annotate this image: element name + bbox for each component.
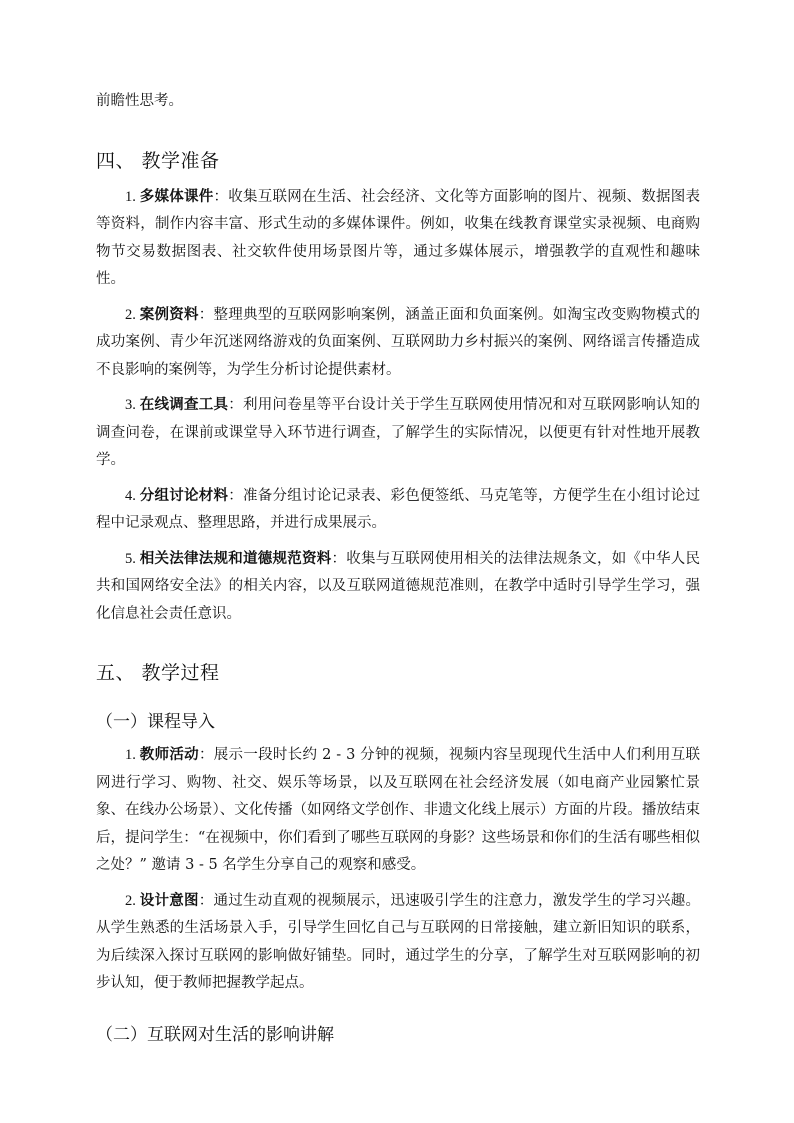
item-label: 设计意图 xyxy=(139,892,199,909)
item-number: 1. xyxy=(125,188,140,205)
section-4-item-1 xyxy=(96,184,700,294)
subsection-2-heading: （二）互联网对生活的影响讲解 xyxy=(96,1024,334,1045)
item-number: 3. xyxy=(125,397,140,413)
item-label: 相关法律法规和道德规范资料 xyxy=(139,550,332,567)
item-text: ：通过生动直观的视频展示，迅速吸引学生的注意力，激发学生的学习兴趣。从学生熟悉的生活场景入手，引导学生回忆自己与互联网的日常接触，建立新旧知识的联系，为后续深入探讨互联网的影响做好铺垫。同时，通过学生的分享，了解学生对互联网影响的初步认知，便于教师把握教学起点。 xyxy=(96,892,700,991)
item-number: 2. xyxy=(125,892,140,909)
item-label: 在线调查工具 xyxy=(139,397,229,413)
section-4-item-2 xyxy=(96,302,700,385)
item-label: 教师活动 xyxy=(139,747,199,763)
document-page xyxy=(96,88,700,1055)
item-text: ：收集与互联网使用相关的法律法规条文，如《中华人民共和国网络安全法》的相关内容，以及互联网道德规范准则，在教学中适时引导学生学习，强化信息社会责任意识。 xyxy=(96,550,700,622)
section-4-heading: 四、 教学准备 xyxy=(96,149,220,172)
item-label: 分组讨论材料 xyxy=(139,487,229,504)
intro-tail-text: 前瞻性思考。 xyxy=(96,93,183,109)
item-number: 5. xyxy=(125,550,140,567)
item-text: ：利用问卷星等平台设计关于学生互联网使用情况和对互联网影响认知的调查问卷，在课前或课堂导入环节进行调查，了解学生的实际情况，以便更有针对性地开展教学。 xyxy=(96,397,700,468)
item-number: 2. xyxy=(125,306,140,323)
section-5-heading: 五、 教学过程 xyxy=(96,662,220,684)
subsection-1-heading: （一）课程导入 xyxy=(96,712,215,732)
item-text: ：整理典型的互联网影响案例，涵盖正面和负面案例。如淘宝改变购物模式的成功案例、青少年沉迷网络游戏的负面案例、互联网助力乡村振兴的案例、网络谣言传播造成不良影响的案例等，为学生分析讨论提供素材。 xyxy=(96,306,700,378)
item-text: ：准备分组讨论记录表、彩色便签纸、马克笔等，方便学生在小组讨论过程中记录观点、整理思路，并进行成果展示。 xyxy=(96,487,700,531)
section-4-item-5 xyxy=(96,546,700,629)
item-label: 多媒体课件 xyxy=(139,188,214,205)
item-label: 案例资料 xyxy=(139,306,199,323)
section-4-item-4 xyxy=(96,483,700,538)
item-text: ：收集互联网在生活、社会经济、文化等方面影响的图片、视频、数据图表等资料，制作内容丰富、形式生动的多媒体课件。例如，收集在线教育课堂实录视频、电商购物节交易数据图表、社交软件使用场景图片等，通过多媒体展示，增强教学的直观性和趣味性。 xyxy=(96,188,700,287)
item-number: 1. xyxy=(125,747,140,763)
section-4-item-3 xyxy=(96,392,700,475)
subsection-1-item-2 xyxy=(96,888,700,998)
subsection-1-item-1 xyxy=(96,742,700,880)
item-number: 4. xyxy=(125,487,140,504)
item-text: ：展示一段时长约 2 - 3 分钟的视频，视频内容呈现现代生活中人们利用互联网进行学习、购物、社交、娱乐等场景，以及互联网在社会经济发展（如电商产业园繁忙景象、在线办公场景）、文化传播（如网络文学创作、非遗文化线上展示）方面的片段。播放结束后，提问学生：“在视频中，你们看到了哪些互联网的身影？这些场景和你们的生活有哪些相似之处？” 邀请 3 - 5 名学生分享自己的观察和感受。 xyxy=(96,747,701,873)
